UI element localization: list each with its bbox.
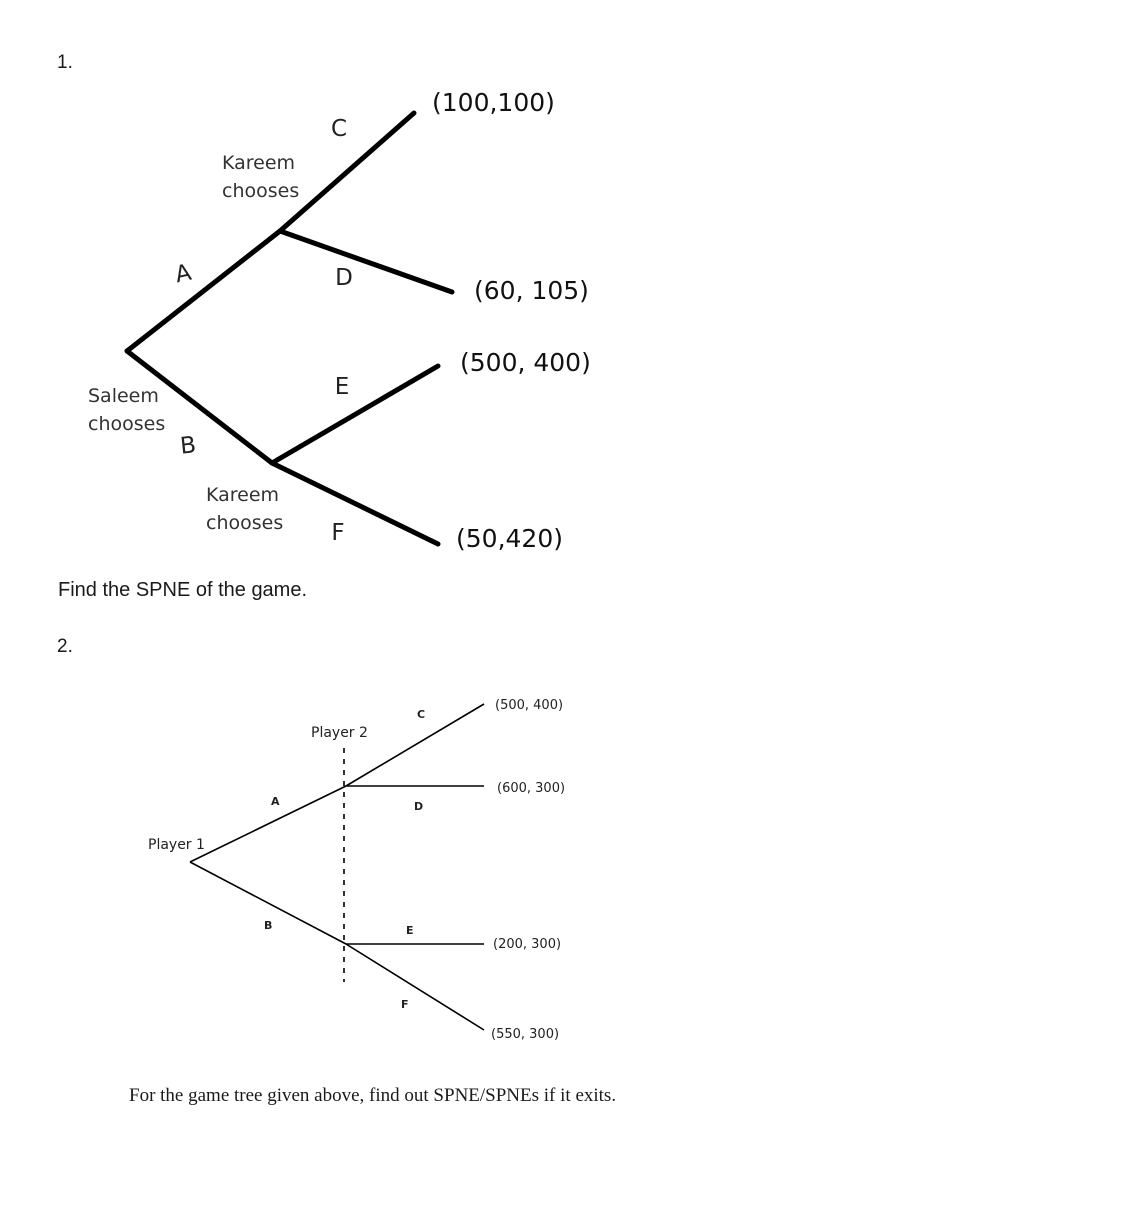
tree-1-lower-player-line2: chooses (206, 512, 284, 534)
tree-1-payoff-f: (50,420) (456, 524, 563, 553)
tree-1-root-player-line2: chooses (88, 413, 166, 435)
tree-2-action-e: E (406, 924, 414, 937)
tree-1-action-a: A (172, 259, 194, 289)
tree-1-upper-player-line2: chooses (222, 180, 300, 202)
tree-1-action-d: D (335, 265, 353, 291)
tree-1-edge-d (280, 231, 452, 292)
question-2-prompt: For the game tree given above, find out SPNE/SPNEs if it exits. (129, 1085, 617, 1106)
tree-2-action-b: B (264, 919, 273, 932)
tree-1-action-b: B (178, 432, 198, 460)
tree-1-edges (127, 113, 452, 544)
tree-2-edge-f (346, 944, 484, 1030)
tree-1-action-f: F (331, 520, 345, 546)
tree-2-payoff-e: (200, 300) (493, 937, 562, 952)
tree-2-payoff-d: (600, 300) (497, 781, 566, 796)
question-2-number: 2. (57, 636, 73, 657)
tree-1-payoff-c: (100,100) (432, 88, 555, 117)
tree-1-lower-player-line1: Kareem (206, 484, 280, 506)
tree-2-action-d: D (414, 800, 424, 813)
tree-1-action-c: C (330, 116, 348, 142)
tree-1-payoff-e: (500, 400) (460, 348, 591, 377)
tree-2-action-a: A (271, 795, 280, 808)
tree-1-upper-player-line1: Kareem (222, 152, 296, 174)
tree-1-edge-f (272, 463, 438, 544)
question-1-number: 1. (57, 52, 73, 73)
tree-1-root-player-line1: Saleem (88, 385, 159, 407)
tree-2-payoff-f: (550, 300) (491, 1027, 560, 1042)
tree-1-edge-a (127, 231, 280, 351)
tree-2-payoff-c: (500, 400) (495, 698, 564, 713)
tree-2-action-f: F (401, 998, 409, 1011)
tree-2-player-2-label: Player 2 (311, 725, 368, 741)
tree-1-payoff-d: (60, 105) (474, 276, 589, 305)
tree-1-edge-e (272, 366, 438, 463)
tree-1-edge-b (127, 351, 272, 463)
question-1-prompt: Find the SPNE of the game. (58, 579, 308, 601)
tree-2-player-1-label: Player 1 (148, 837, 205, 853)
tree-2-edge-a (190, 786, 346, 862)
tree-2-edge-c (346, 704, 484, 786)
tree-1-action-e: E (334, 374, 350, 400)
tree-2-action-c: C (417, 708, 426, 721)
tree-2-edges (190, 704, 484, 1030)
